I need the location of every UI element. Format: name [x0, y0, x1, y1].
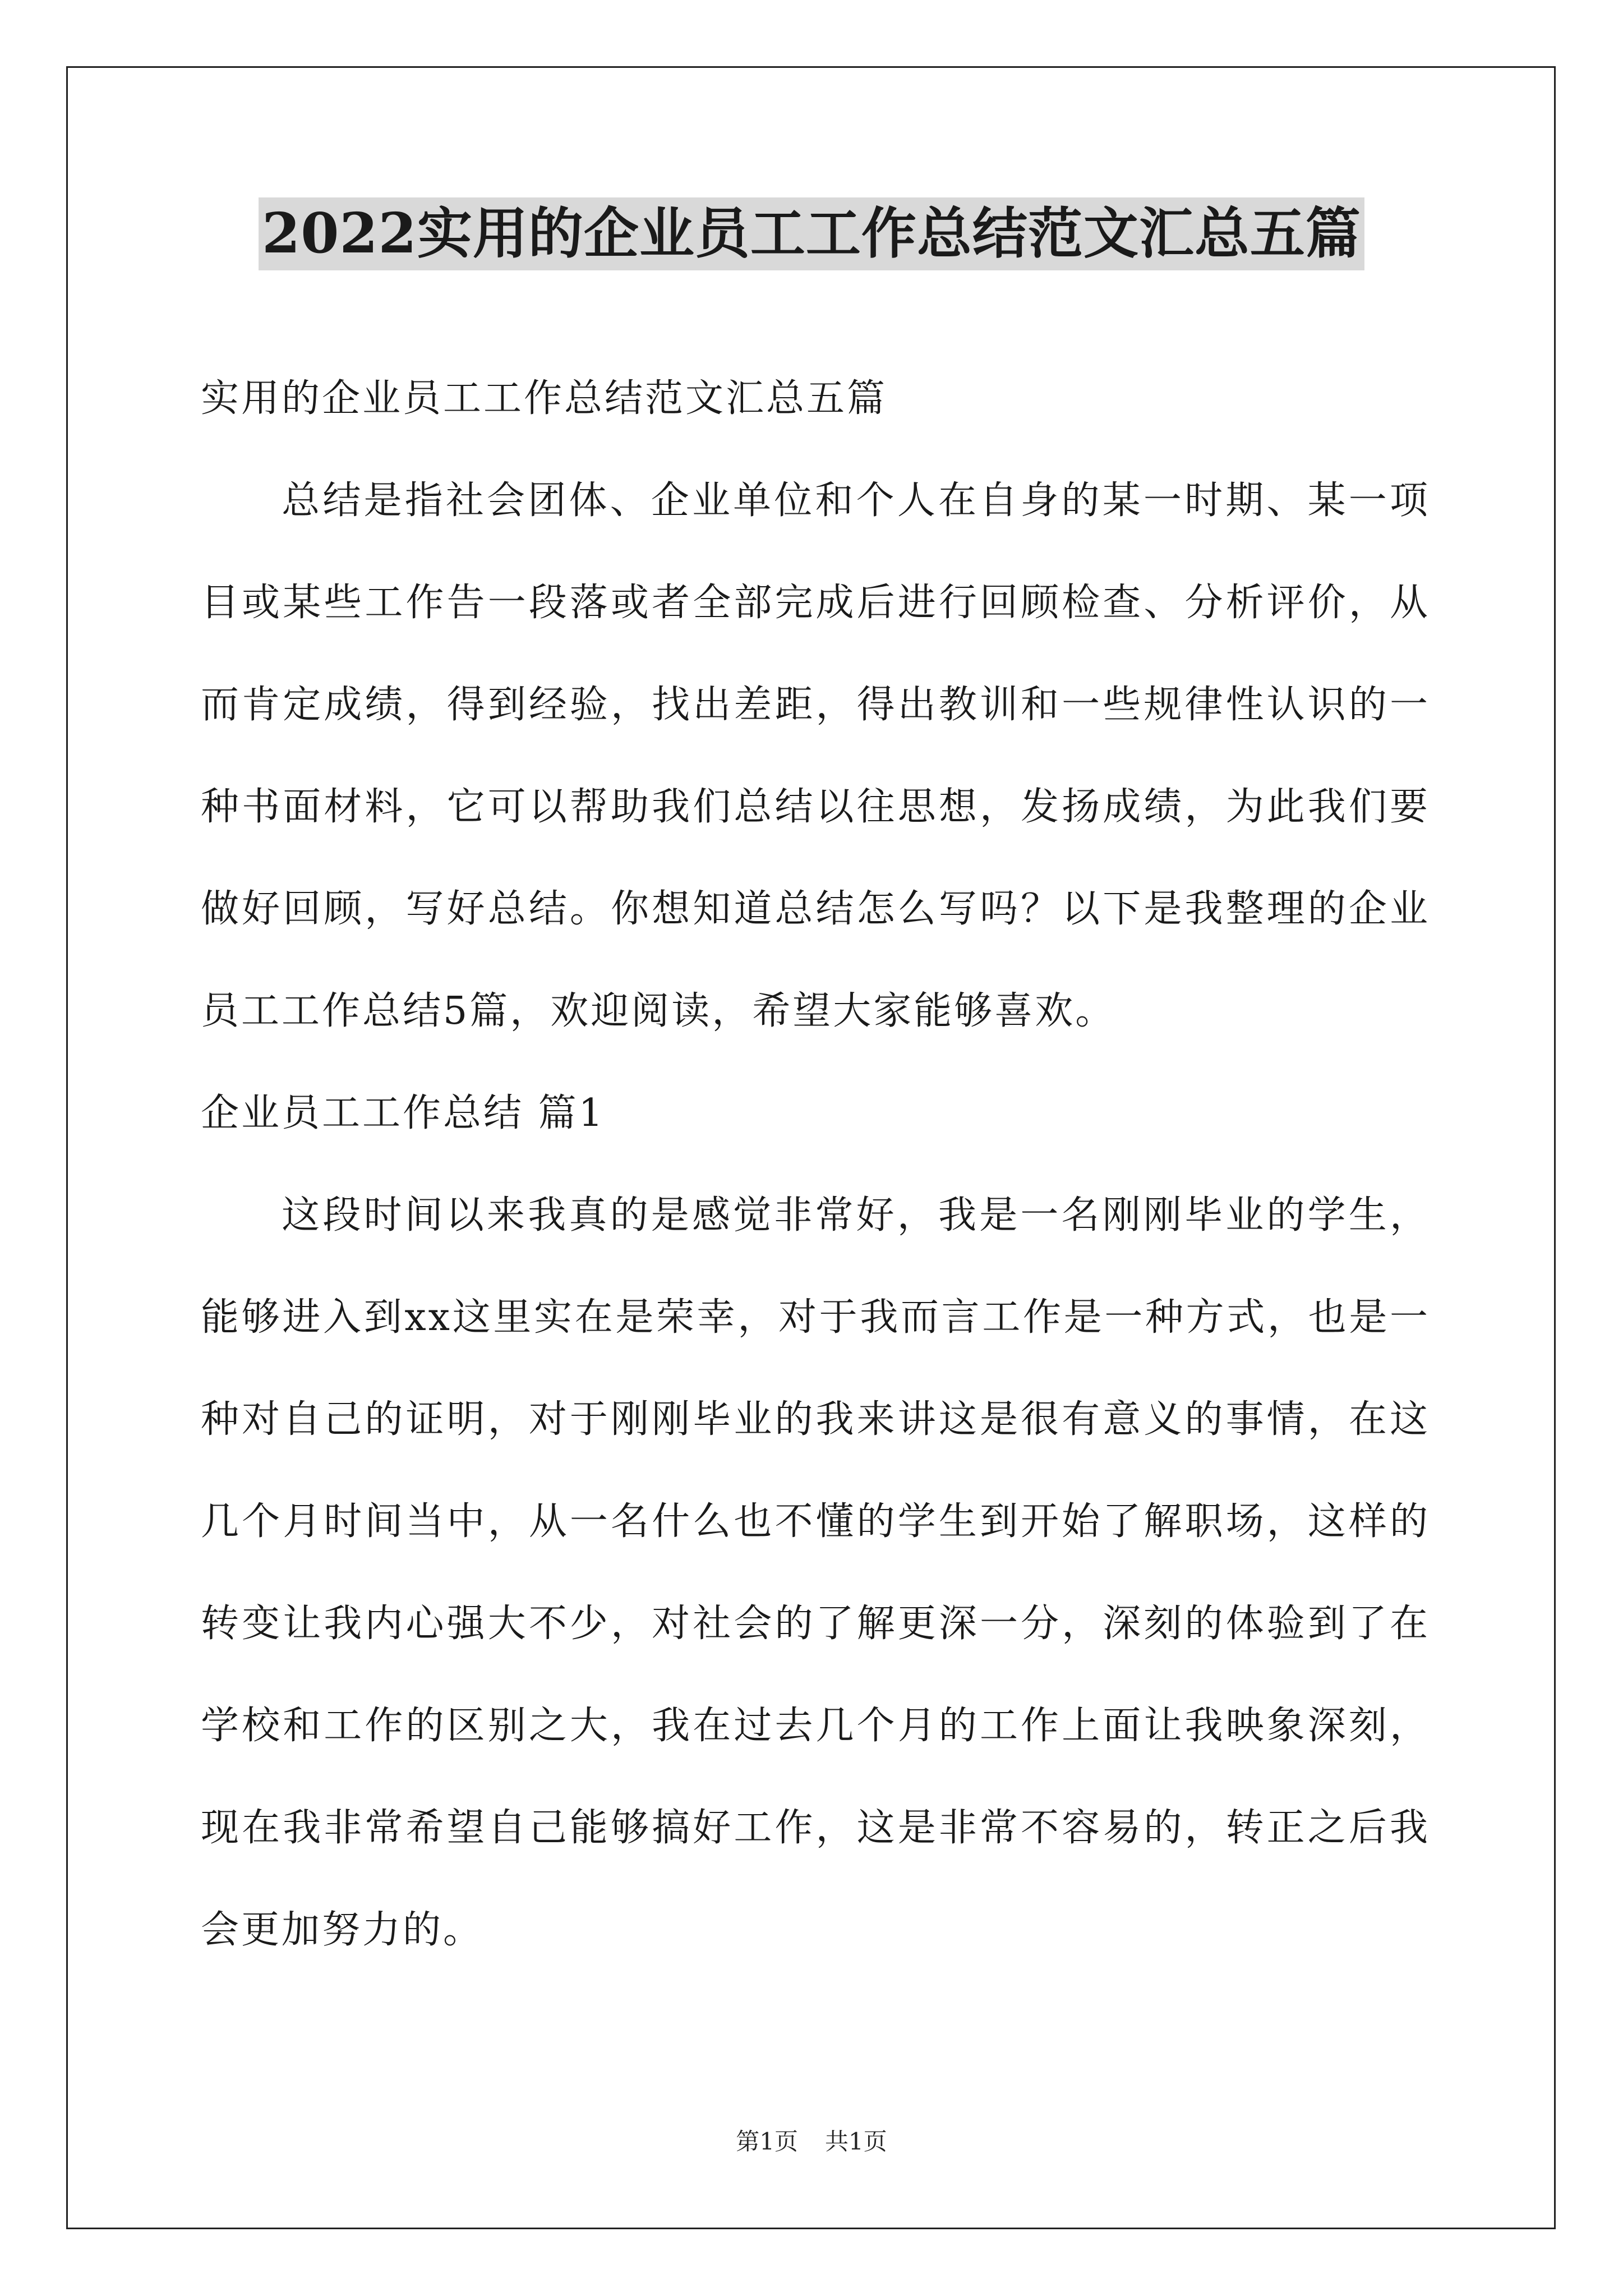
- intro-paragraph: 总结是指社会团体、企业单位和个人在自身的某一时期、某一项目或某些工作告一段落或者全部完成后进行回顾检查、分析评价，从而肯定成绩，得到经验，找出差距，得出教训和一些规律性认识的一种书面材料，它可以帮助我们总结以往思想，发扬成绩，为此我们要做好回顾，写好总结。你想知道总结怎么写吗？以下是我整理的企业员工工作总结5篇，欢迎阅读，希望大家能够喜欢。: [201, 478, 1430, 1033]
- document-subtitle: 实用的企业员工工作总结范文汇总五篇: [201, 376, 888, 421]
- section-paragraph: 这段时间以来我真的是感觉非常好，我是一名刚刚毕业的学生，能够进入到xx这里实在是荣幸，对于我而言工作是一种方式，也是一种对自己的证明，对于刚刚毕业的我来讲这是很有意义的事情，在这几个月时间当中，从一名什么也不懂的学生到开始了解职场，这样的转变让我内心强大不少，对社会的了解更深一分，深刻的体验到了在学校和工作的区别之大，我在过去几个月的工作上面让我映象深刻，现在我非常希望自己能够搞好工作，这是非常不容易的，转正之后我会更加努力的。: [201, 1193, 1430, 1952]
- page-number: 第1页: [736, 2128, 798, 2155]
- section-heading: 企业员工工作总结 篇1: [201, 1091, 605, 1135]
- document-title: 2022实用的企业员工工作总结范文汇总五篇: [259, 197, 1364, 270]
- document-body: [201, 348, 1430, 1981]
- title-wrap: [0, 197, 1623, 270]
- page-total: 共1页: [825, 2128, 887, 2155]
- page-footer: [0, 2125, 1623, 2159]
